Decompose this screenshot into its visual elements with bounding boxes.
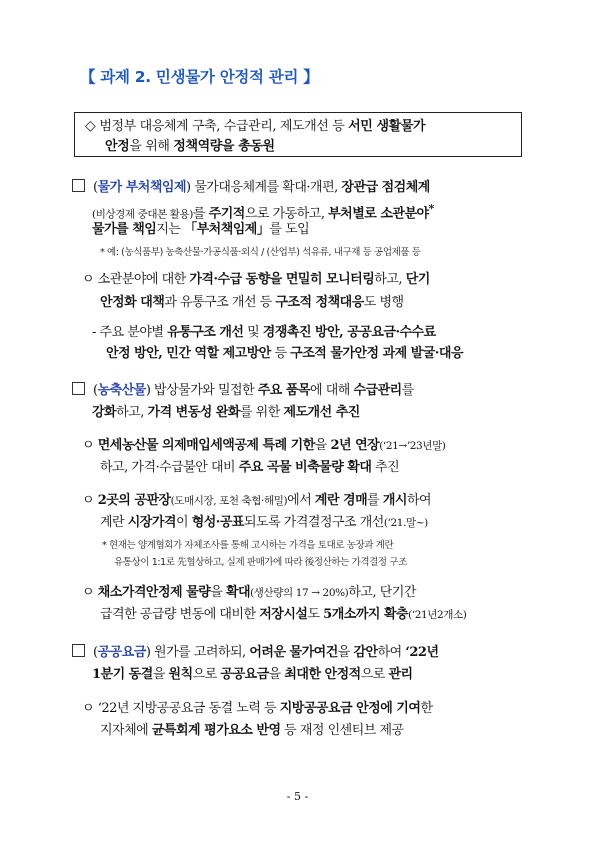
small-text: (‘21→’23년말) <box>379 440 446 452</box>
emphasis: 부처별로 소관분야 <box>328 206 429 222</box>
summary-box <box>74 112 522 157</box>
text: ) 밥상물가와 밀접한 <box>145 383 258 398</box>
emphasis: 주기적 <box>208 206 245 222</box>
text: 을 <box>152 667 169 682</box>
text: - 주요 분야별 <box>92 325 168 340</box>
section2-footnote-line1: * 현재는 양계협회가 자체조사를 통해 고시하는 가격을 토대로 농장과 계란 <box>102 540 394 551</box>
category-label: 물가 부처책임제 <box>97 180 187 195</box>
emphasis: 수급관리 <box>353 383 402 398</box>
emphasis: 최대한 안정적 <box>284 667 361 682</box>
emphasis: 강화 <box>92 405 117 420</box>
checkbox-square-icon <box>72 644 85 657</box>
emphasis: 주요 곡물 비축물량 확대 <box>238 460 372 475</box>
summary-line-2 <box>85 137 513 157</box>
section2-bullet3-line2 <box>100 604 467 626</box>
section3-line2 <box>92 664 413 685</box>
text: 에 대해 <box>310 383 354 398</box>
section1-bullet1-line2 <box>100 292 404 313</box>
section2-heading <box>72 380 414 401</box>
text: 등 재정 인센티브 제공 <box>280 723 404 738</box>
text: 급격한 공급량 변동에 대비한 <box>100 607 260 622</box>
text: 에서 <box>287 493 315 508</box>
text: 및 <box>243 325 263 340</box>
summary-emphasis: 서민 생활물가 <box>348 119 426 134</box>
emphasis: 물가를 책임 <box>92 222 157 237</box>
emphasis: 구조적 물가안정 과제 발굴·대응 <box>290 346 464 361</box>
diamond-icon: ◇ <box>85 118 96 134</box>
emphasis: 2년 연장 <box>330 438 380 453</box>
emphasis: 5개소까지 확충 <box>323 607 409 622</box>
section2-bullet1-line2 <box>100 457 399 478</box>
emphasis: ‘22년 <box>405 645 439 660</box>
text: 으로 <box>192 667 221 682</box>
text: ㅇ <box>82 438 98 453</box>
text: ( <box>93 645 98 660</box>
text: ( <box>93 180 98 195</box>
emphasis: 구조적 정책대응 <box>275 295 364 310</box>
small-text: (도매시장, 포천 축협·해밀) <box>170 495 288 507</box>
section2-bullet3-line1 <box>82 582 416 604</box>
emphasis: 감안 <box>353 645 378 660</box>
text: 하고, 가격·수급불안 대비 <box>100 460 239 475</box>
text: 계란 <box>100 515 128 530</box>
emphasis: 원칙 <box>168 667 193 682</box>
text: 도 병행 <box>363 295 404 310</box>
text: 를 도입 <box>269 222 310 237</box>
text: 지는 <box>156 222 185 237</box>
text: 되도록 가격결정구조 개선 <box>243 515 384 530</box>
summary-text: 범정부 대응체계 구축, 수급관리, 제도개선 등 <box>99 119 349 134</box>
text: ) 물가대응체계를 확대·개편, <box>186 180 342 195</box>
section1-bullet1-line1 <box>82 269 430 290</box>
emphasis: 가격 변동성 완화 <box>147 405 240 420</box>
emphasis: 지방공공요금 안정에 기여 <box>279 701 421 716</box>
summary-line-1 <box>85 116 513 137</box>
emphasis: 공공요금 <box>220 667 269 682</box>
section2-line2 <box>92 402 360 423</box>
section1-heading <box>72 177 430 198</box>
section2-bullet2-line2 <box>100 512 428 534</box>
emphasis: 가격·수급 동향을 면밀히 모니터링 <box>189 272 375 287</box>
emphasis: 장관급 점검체계 <box>341 180 430 195</box>
section1-line3 <box>92 219 309 240</box>
emphasis: 형성·공표 <box>191 515 244 530</box>
emphasis: 안정화 대책 <box>100 295 165 310</box>
section2-bullet1-line1 <box>82 435 446 457</box>
text: 하여 <box>407 493 432 508</box>
small-text: (비상경제 중대본 활용) <box>92 208 193 221</box>
checkbox-square-icon <box>72 179 85 192</box>
section2-footnote-line2: 유통상이 1:1로 先협상하고, 실제 판매가에 따라 後정산하는 가격결정 구조 <box>114 557 407 568</box>
emphasis: 단기 <box>405 272 430 287</box>
emphasis: 개시 <box>382 493 407 508</box>
category-label: 공공요금 <box>97 645 146 660</box>
emphasis: 「부처책임제」 <box>184 222 270 237</box>
emphasis: 저장시설 <box>259 607 308 622</box>
emphasis: 안정 방안, 민간 역할 제고방안 <box>106 346 271 361</box>
text: 를 <box>367 493 383 508</box>
small-text: (‘21년2개소) <box>408 609 467 621</box>
text: 추진 <box>371 460 400 475</box>
section3-bullet1-line1 <box>82 698 433 719</box>
text: 으로 가동하고, <box>244 206 329 222</box>
emphasis: 채소가격안정제 물량 <box>97 585 211 600</box>
text: 이 <box>175 515 192 530</box>
section1-dash1-line1 <box>92 322 436 343</box>
emphasis: 1분기 동결 <box>92 667 153 682</box>
text: 도 <box>307 607 324 622</box>
emphasis: 2곳의 공판장 <box>97 493 171 508</box>
text: 과 유통구조 개선 등 <box>164 295 276 310</box>
category-label: 농축산물 <box>97 383 146 398</box>
emphasis: 면세농산물 의제매입세액공제 특례 기한 <box>97 438 315 453</box>
text: 을 <box>314 438 331 453</box>
section3-bullet1-line2 <box>100 720 404 741</box>
text: 를 위한 <box>239 405 284 420</box>
text: 하고, <box>116 405 148 420</box>
emphasis: 계란 경매 <box>314 493 368 508</box>
text: 으로 <box>360 667 389 682</box>
text: 를 <box>401 383 414 398</box>
text: 하여 <box>377 645 406 660</box>
emphasis: 유통구조 개선 <box>167 325 244 340</box>
text: 을 <box>210 585 226 600</box>
text: 하고, <box>374 272 406 287</box>
small-text: (‘21.말~) <box>383 517 428 529</box>
footnote-mark: * <box>428 202 434 215</box>
section2-bullet2-line1 <box>82 490 431 512</box>
emphasis: 균특회계 평가요소 반영 <box>151 723 281 738</box>
emphasis: 시장가격 <box>127 515 176 530</box>
text: 지자체에 <box>100 723 152 738</box>
text: 한 <box>420 701 433 716</box>
page-number: - 5 - <box>286 790 309 803</box>
emphasis: 제도개선 추진 <box>283 405 360 420</box>
emphasis: 관리 <box>388 667 413 682</box>
emphasis: 주요 품목 <box>257 383 311 398</box>
section-title: 【 과제 2. 민생물가 안정적 관리 】 <box>80 68 319 86</box>
checkbox-square-icon <box>72 382 85 395</box>
summary-emphasis: 정책역량을 총동원 <box>173 139 275 154</box>
section3-heading <box>72 642 439 663</box>
emphasis: 어려운 물가여건 <box>249 645 338 660</box>
text: 하고, 단기간 <box>348 585 416 600</box>
text: 를 <box>192 206 209 222</box>
text: ) 원가를 고려하되, <box>145 645 250 660</box>
text: 등 <box>270 346 291 361</box>
section1-dash1-line2 <box>106 343 463 364</box>
text: 을 <box>337 645 354 660</box>
text: ㅇ ‘22년 지방공공요금 동결 노력 등 <box>82 701 280 716</box>
emphasis: 확대 <box>225 585 251 600</box>
text: ( <box>93 383 98 398</box>
section1-footnote: * 예: (농식품부) 농축산물·가공식품·외식 / (산업부) 석유류, 내구재 등 공업제품 등 <box>100 247 421 258</box>
summary-text: 을 위해 <box>129 139 174 154</box>
text: ㅇ <box>82 493 98 508</box>
summary-emphasis: 안정 <box>105 139 130 154</box>
small-text: (생산량의 17 → 20%) <box>250 587 349 599</box>
text: ㅇ 소관분야에 대한 <box>82 272 190 287</box>
text: ㅇ <box>82 585 98 600</box>
emphasis: 경쟁촉진 방안, 공공요금·수수료 <box>262 325 436 340</box>
text: 을 <box>268 667 285 682</box>
